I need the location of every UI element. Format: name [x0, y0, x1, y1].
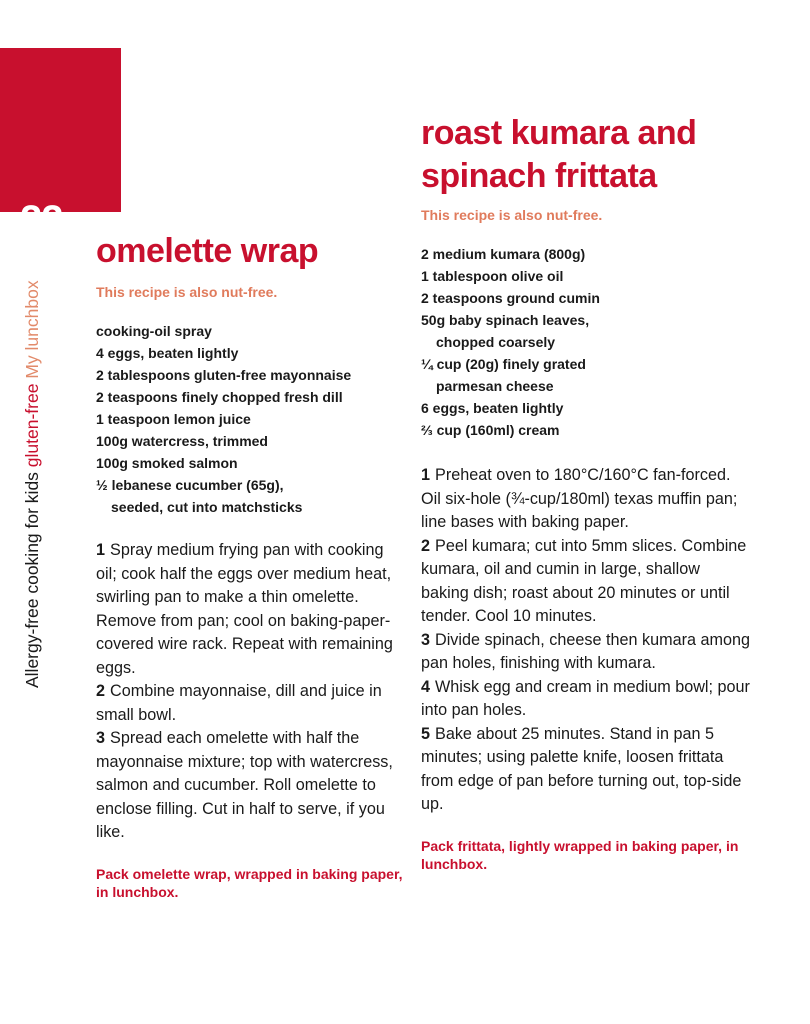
book-title-my-lunchbox: My lunchbox — [22, 280, 42, 384]
step-text: Bake about 25 minutes. Stand in pan 5 minutes; using palette knife, loosen frittata from edge of pan before turning out, top-side up. — [421, 724, 742, 813]
step-text: Spray medium frying pan with cooking oil; cook half the eggs over medium heat, swirling pan to make a thin omelette. Remove from pan; cool on baking-paper-covered wire rack. Repeat with remaining eggs. — [96, 541, 393, 677]
ingredient-item: ⅔ cup (160ml) cream — [421, 422, 560, 438]
step-text: Whisk egg and cream in medium bowl; pour into pan holes. — [421, 677, 750, 719]
step-number: 2 — [96, 682, 106, 700]
ingredient-item: 2 teaspoons ground cumin — [421, 290, 600, 306]
ingredient-item: 2 teaspoons finely chopped fresh dill — [96, 389, 343, 405]
step-text: Preheat oven to 180°C/160°C fan-forced. Oil six-hole (¾-cup/180ml) texas muffin pan; line bases with baking paper. — [421, 466, 738, 531]
ingredient-item-continued: seeded, cut into matchsticks — [111, 499, 303, 515]
step-number: 3 — [96, 729, 106, 747]
book-title-part1: Allergy-free cooking for kids — [22, 467, 42, 688]
ingredient-item: 2 tablespoons gluten-free mayonnaise — [96, 367, 352, 383]
ingredient-item: 100g watercress, trimmed — [96, 433, 268, 449]
recipe-omelette-wrap — [96, 230, 406, 901]
method-step — [96, 680, 406, 727]
recipe-title — [421, 112, 751, 198]
ingredient-item: ½ lebanese cucumber (65g), — [96, 477, 284, 493]
method-step — [96, 539, 406, 680]
step-text: Peel kumara; cut into 5mm slices. Combine kumara, oil and cumin in large, shallow baking dish; roast about 20 minutes or until tender. Cool 10 minutes. — [421, 536, 747, 625]
method-step — [96, 727, 406, 845]
step-text: Combine mayonnaise, dill and juice in small bowl. — [96, 682, 382, 724]
nut-free-note: This recipe is also nut-free. — [421, 207, 603, 223]
ingredient-item: 1 tablespoon olive oil — [421, 268, 564, 284]
step-number: 1 — [421, 466, 431, 484]
method-step — [421, 535, 751, 629]
ingredient-list — [421, 243, 751, 441]
recipe-roast-kumara-frittata — [421, 112, 751, 873]
method-step — [421, 464, 751, 535]
ingredient-item: 100g smoked salmon — [96, 455, 238, 471]
ingredient-item: 6 eggs, beaten lightly — [421, 400, 564, 416]
page-number: 22 — [20, 198, 63, 242]
step-number: 4 — [421, 677, 431, 696]
pack-note: Pack frittata, lightly wrapped in baking paper, in lunchbox. — [421, 837, 739, 872]
ingredient-item: cooking-oil spray — [96, 323, 212, 339]
method-step — [421, 723, 751, 817]
step-text: Divide spinach, cheese then kumara among pan holes, finishing with kumara. — [421, 630, 750, 672]
step-text: Spread each omelette with half the mayonnaise mixture; top with watercress, salmon and cucumber. Roll omelette to enclose filling. Cut in half to serve, if you like. — [96, 729, 393, 841]
ingredient-list — [96, 320, 406, 518]
recipe-title-line-2: spinach frittata — [421, 157, 657, 195]
ingredient-item-continued: chopped coarsely — [436, 334, 556, 350]
method-step — [421, 676, 751, 723]
ingredient-item: ¼ cup (20g) finely grated — [421, 356, 586, 372]
method-steps — [96, 539, 406, 845]
pack-note: Pack omelette wrap, wrapped in baking paper, in lunchbox. — [96, 865, 403, 900]
page-number-tab — [0, 48, 121, 242]
ingredient-item-continued: parmesan cheese — [436, 378, 554, 394]
method-steps — [421, 464, 751, 817]
recipe-title-line-1: roast kumara and — [421, 114, 697, 152]
book-running-title — [22, 280, 42, 688]
step-number: 3 — [421, 630, 431, 649]
book-title-gluten-free: gluten-free — [22, 383, 42, 468]
step-number: 5 — [421, 724, 431, 743]
step-number: 2 — [421, 536, 431, 555]
ingredient-item: 1 teaspoon lemon juice — [96, 411, 251, 427]
nut-free-note: This recipe is also nut-free. — [96, 284, 278, 300]
ingredient-item: 2 medium kumara (800g) — [421, 246, 586, 262]
step-number: 1 — [96, 541, 106, 559]
recipe-title: omelette wrap — [96, 232, 319, 270]
ingredient-item: 50g baby spinach leaves, — [421, 312, 590, 328]
ingredient-item: 4 eggs, beaten lightly — [96, 345, 239, 361]
method-step — [421, 629, 751, 676]
